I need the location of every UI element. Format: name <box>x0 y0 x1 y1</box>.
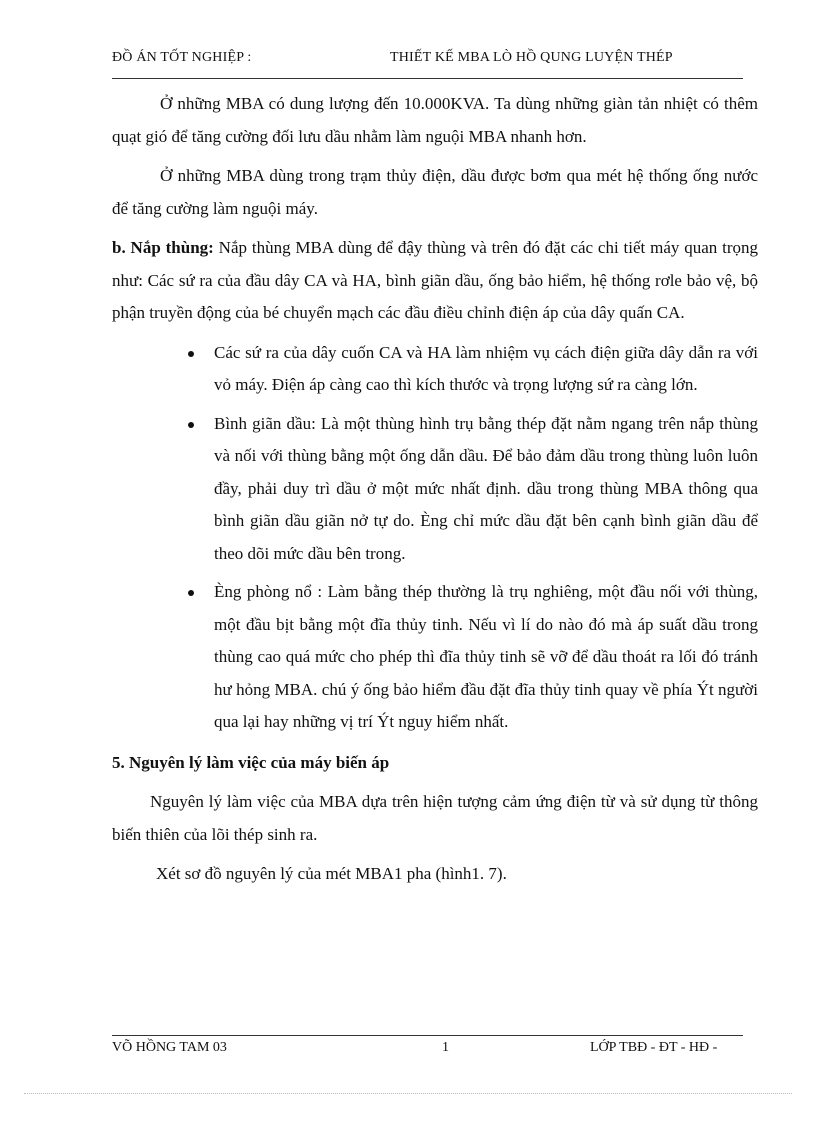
list-item <box>112 576 758 739</box>
tank-cover-text: Nắp thùng MBA dùng để đậy thùng và trên đó đặt các chi tiết máy quan trọng như: Các sứ ra của đầu dây CA và HA, bình giãn dầu, ống bảo hiểm, hệ thống rơle bảo vệ, bộ phận truyền động của bé chuyển mạch các đầu điều chỉnh điện áp của dây quấn CA. <box>112 238 758 322</box>
bullet-icon <box>188 590 194 596</box>
bullet-icon <box>188 422 194 428</box>
section-heading: 5. Nguyên lý làm việc của máy biến áp <box>112 752 390 772</box>
header-left-text: ĐỒ ÁN TỐT NGHIỆP : <box>112 50 252 65</box>
bullet-list <box>112 337 758 739</box>
paragraph-cooling-fans: Ở những MBA có dung lượng đến 10.000KVA. Ta dùng những giàn tản nhiệt có thêm quạt gió để tăng cường đối lưu dầu nhằm làm nguội MBA nhanh hơn. <box>112 94 758 146</box>
page-body <box>112 88 758 891</box>
tank-cover-label: b. Nắp thùng: <box>112 238 214 257</box>
list-item-text: Bình giãn dầu: Là một thùng hình trụ bằng thép đặt nằm ngang trên nắp thùng và nối với thùng bằng một ống dẫn dầu. Để bảo đảm dầu trong thùng luôn luôn đầy, phải duy trì dầu ở một mức nhất định. dầu trong thùng MBA thông qua bình giãn dầu giãn nở tự do. Èng chỉ mức dầu đặt bên cạnh bình giãn dầu để theo dõi mức dầu bên trong. <box>214 413 758 563</box>
paragraph-working-principle: Nguyên lý làm việc của MBA dựa trên hiện tượng cảm ứng điện từ và sử dụng từ thông biến thiên của lõi thép sinh ra. <box>112 792 758 844</box>
page-header <box>112 50 743 72</box>
page-bottom-border <box>24 1093 792 1094</box>
paragraph-diagram-reference: Xét sơ đồ nguyên lý của mét MBA1 pha (hình1. 7). <box>156 864 507 883</box>
footer-class: LỚP TBĐ - ĐT - HĐ - <box>590 1040 718 1055</box>
bullet-icon <box>188 351 194 357</box>
footer-divider <box>112 1035 743 1036</box>
footer-author: VÕ HỒNG TAM 03 <box>112 1040 227 1055</box>
page-number: 1 <box>442 1040 449 1055</box>
list-item-text: Èng phòng nổ : Làm bằng thép thường là trụ nghiêng, một đầu nối với thùng, một đầu bịt bằng một đĩa thủy tinh. Nếu vì lí do nào đó mà áp suất dầu trong thùng cao quá mức cho phép thì đĩa thủy tinh sẽ vỡ để dầu thoát ra lối đó tránh hư hỏng MBA. chú ý ống bảo hiểm đầu đặt đĩa thủy tinh quay về phía Ýt người qua lại hay những vị trí Ýt nguy hiểm nhất. <box>214 582 758 731</box>
header-divider <box>112 78 743 79</box>
list-item-text: Các sứ ra của dây cuốn CA và HA làm nhiệm vụ cách điện giữa dây dẫn ra với vỏ máy. Điện áp càng cao thì kích thước và trọng lượng sứ ra càng lớn. <box>214 342 758 394</box>
paragraph-tank-cover <box>112 232 758 330</box>
list-item <box>112 337 758 402</box>
paragraph-hydro-station: Ở những MBA dùng trong trạm thủy điện, dầu được bơm qua mét hệ thống ống nước để tăng cường làm nguội máy. <box>112 166 758 218</box>
header-title: THIẾT KẾ MBA LÒ HỒ QUNG LUYỆN THÉP <box>390 50 673 65</box>
list-item <box>112 408 758 571</box>
